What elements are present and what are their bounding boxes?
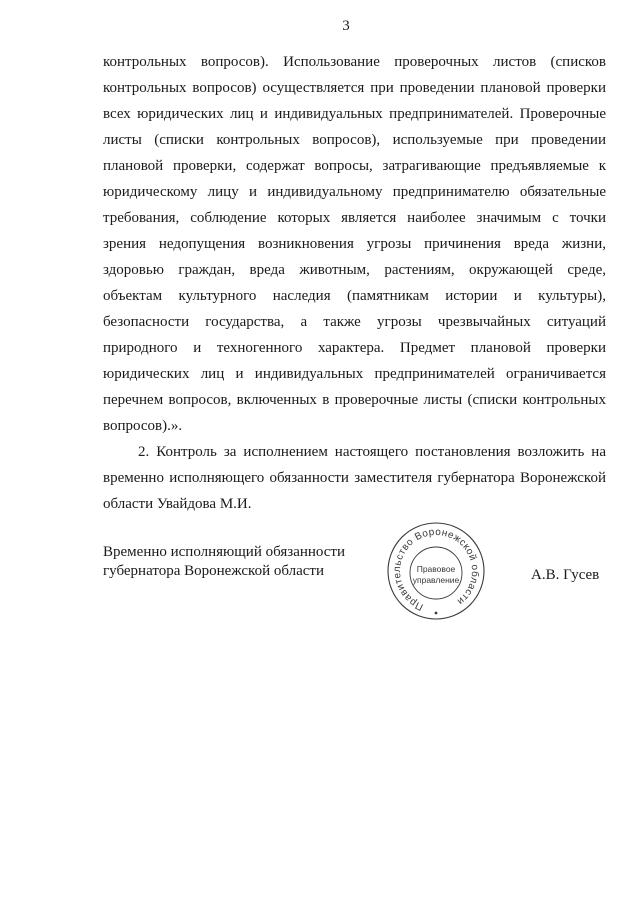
text-line: вопросов).». [103,418,183,434]
text-line: перечнем вопросов, включенных в проверочные листы (списки контрольных [103,392,606,408]
stamp-center-line: управление [412,575,460,585]
text-line: листы (списки контрольных вопросов), используемые при проведении [103,132,606,148]
signatory-position-line: Временно исполняющий обязанности [103,544,346,560]
text-line: объектам культурного наследия (памятникам истории и культуры), [103,288,606,304]
stamp-center-line: Правовое [416,564,456,574]
text-line: юридических лиц и индивидуальных предпринимателей ограничивается [103,366,606,382]
text-line: 2. Контроль за исполнением настоящего постановления возложить на [138,444,606,460]
text-line: области Увайдова М.И. [103,496,252,512]
paragraph-2 [103,439,606,517]
text-line: всех юридических лиц и индивидуальных предпринимателей. Проверочные [103,106,606,122]
text-line: плановой проверки, содержат вопросы, затрагивающие предъявляемые к [103,158,606,174]
text-line: требования, соблюдение которых является наиболее значимым с точки [103,210,606,226]
official-stamp [386,521,486,621]
page-number: 3 [342,18,350,34]
stamp-ring-text-path: Правительство Воронежской области [391,526,481,613]
text-line: контрольных вопросов). Использование проверочных листов (списков [103,54,606,70]
body-text [103,49,606,517]
signatory-name: А.В. Гусев [531,567,600,583]
stamp-dot [435,612,438,615]
text-line: контрольных вопросов) осуществляется при проведении плановой проверки [103,80,606,96]
text-line: безопасности государства, а также угрозы чрезвычайных ситуаций [103,314,606,330]
text-line: природного и техногенного характера. Предмет плановой проверки [103,340,606,356]
signatory-position [103,543,373,581]
signatory-position-line: губернатора Воронежской области [103,563,324,579]
paragraph-1 [103,49,606,439]
text-line: временно исполняющего обязанности заместителя губернатора Воронежской [103,470,606,486]
text-line: зрения недопущения возникновения угрозы причинения вреда жизни, [103,236,606,252]
text-line: здоровью граждан, вреда животным, растениям, окружающей среде, [103,262,606,278]
text-line: юридическому лицу и индивидуальному предпринимателю обязательные [103,184,606,200]
